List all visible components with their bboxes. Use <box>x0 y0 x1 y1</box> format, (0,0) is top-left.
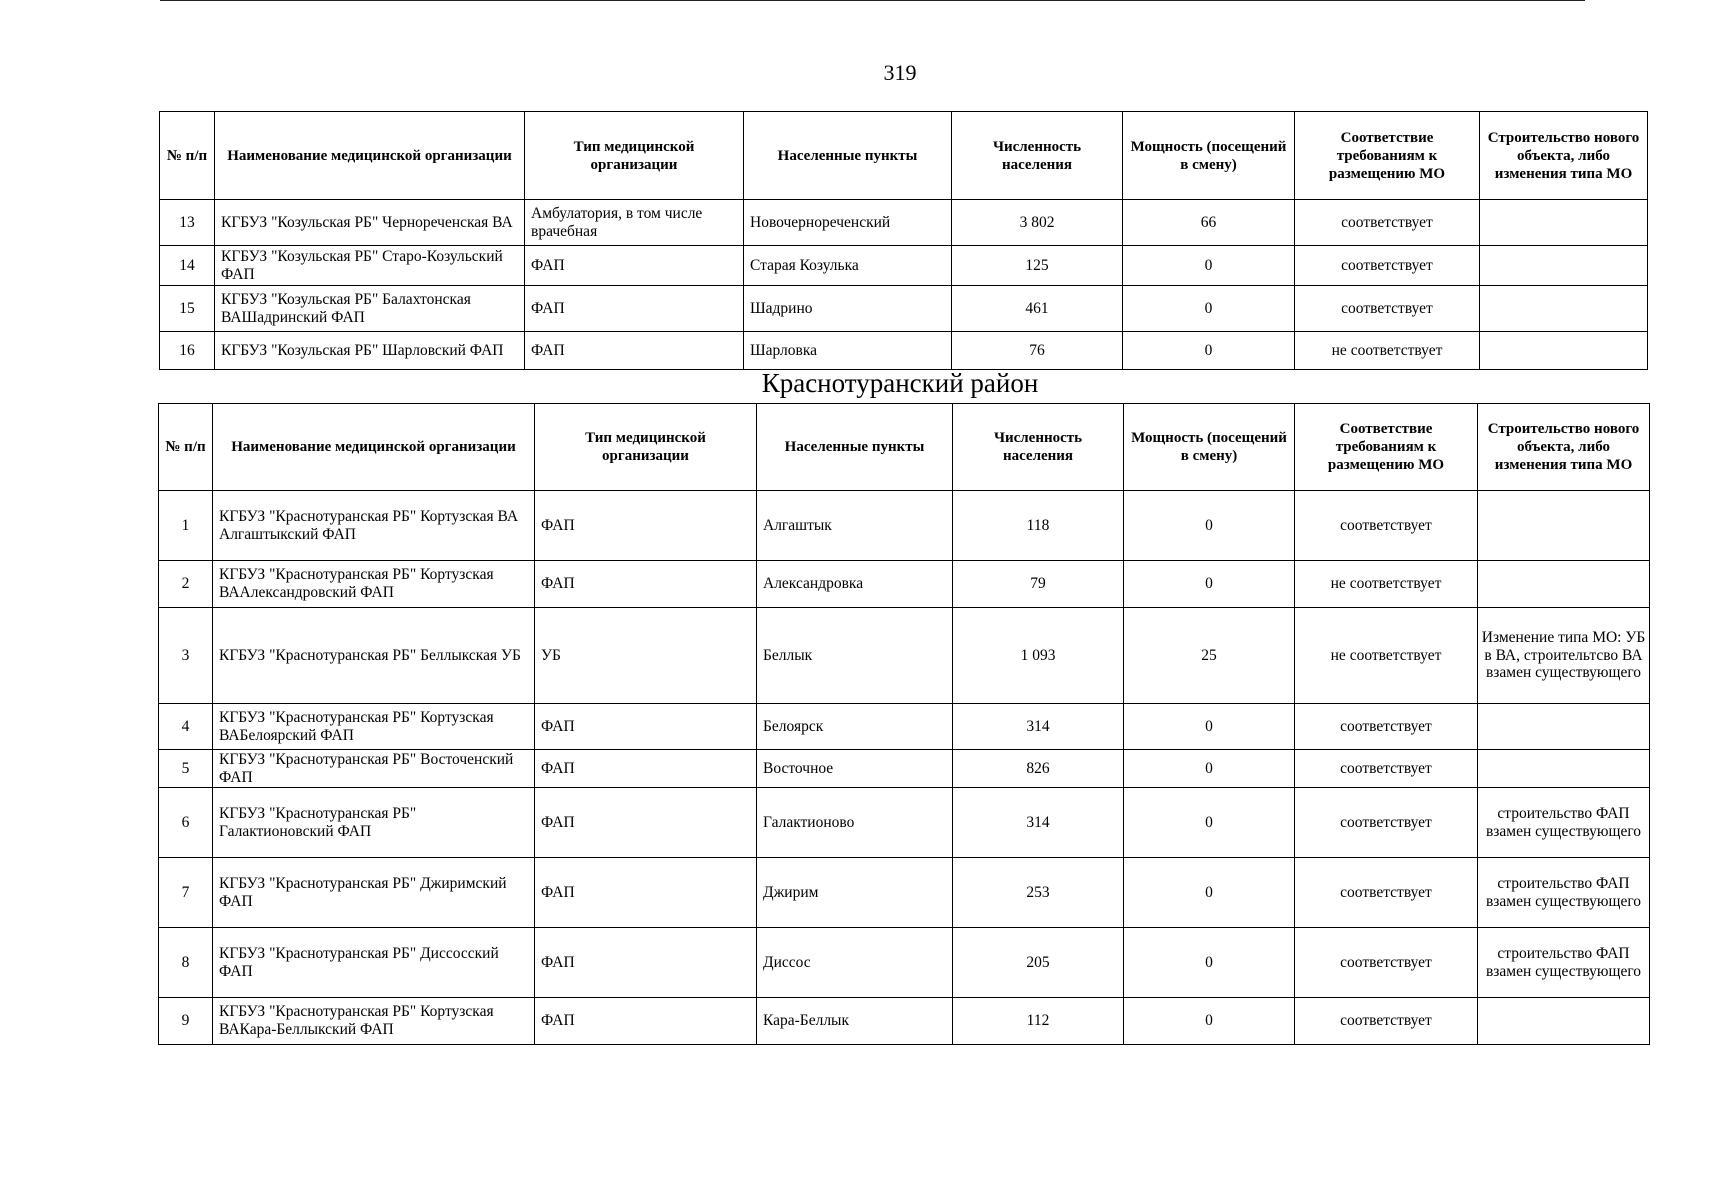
table-row <box>159 998 1650 1045</box>
table-header-row <box>160 112 1648 200</box>
cell-num: 2 <box>159 561 213 608</box>
cell-construction <box>1480 246 1648 286</box>
table-row <box>159 704 1650 750</box>
table-header-row <box>159 404 1650 491</box>
cell-compliance: соответствует <box>1295 286 1480 332</box>
cell-compliance: соответствует <box>1295 750 1478 788</box>
cell-settlement: Джирим <box>757 858 953 928</box>
cell-settlement: Шадрино <box>744 286 952 332</box>
cell-compliance: соответствует <box>1295 788 1478 858</box>
cell-type: ФАП <box>535 858 757 928</box>
cell-type: Амбулатория, в том числе врачебная <box>525 200 744 246</box>
cell-compliance: не соответствует <box>1295 332 1480 370</box>
cell-name: КГБУЗ "Краснотуранская РБ" Беллыкская УБ <box>213 608 535 704</box>
cell-settlement: Александровка <box>757 561 953 608</box>
cell-construction <box>1478 704 1650 750</box>
cell-type: УБ <box>535 608 757 704</box>
cell-type: ФАП <box>535 704 757 750</box>
cell-name: КГБУЗ "Краснотуранская РБ" Кортузская ВААлександровский ФАП <box>213 561 535 608</box>
cell-construction <box>1480 332 1648 370</box>
cell-construction: строительство ФАП взамен существующего <box>1478 788 1650 858</box>
cell-num: 8 <box>159 928 213 998</box>
header-population: Численность населения <box>953 404 1124 491</box>
header-num: № п/п <box>160 112 215 200</box>
cell-capacity: 0 <box>1123 286 1295 332</box>
cell-compliance: соответствует <box>1295 200 1480 246</box>
table-row <box>160 200 1648 246</box>
cell-population: 314 <box>953 704 1124 750</box>
table-row <box>159 858 1650 928</box>
cell-compliance: соответствует <box>1295 858 1478 928</box>
cell-construction <box>1478 491 1650 561</box>
header-type: Тип медицинской организации <box>525 112 744 200</box>
cell-capacity: 0 <box>1124 561 1295 608</box>
cell-num: 7 <box>159 858 213 928</box>
cell-name: КГБУЗ "Краснотуранская РБ" Кортузская ВАКара-Беллыкский ФАП <box>213 998 535 1045</box>
header-compliance: Соответствие требованиям к размещению МО <box>1295 404 1478 491</box>
cell-compliance: не соответствует <box>1295 561 1478 608</box>
cell-settlement: Старая Козулька <box>744 246 952 286</box>
cell-type: ФАП <box>535 928 757 998</box>
cell-type: ФАП <box>525 246 744 286</box>
page-number: 319 <box>883 60 917 85</box>
cell-capacity: 0 <box>1124 928 1295 998</box>
cell-population: 826 <box>953 750 1124 788</box>
header-capacity: Мощность (посещений в смену) <box>1123 112 1295 200</box>
header-num: № п/п <box>159 404 213 491</box>
cell-construction <box>1478 750 1650 788</box>
cell-capacity: 0 <box>1123 246 1295 286</box>
cell-num: 4 <box>159 704 213 750</box>
cell-population: 79 <box>953 561 1124 608</box>
cell-settlement: Белоярск <box>757 704 953 750</box>
cell-type: ФАП <box>535 491 757 561</box>
table-row <box>159 608 1650 704</box>
header-population: Численность населения <box>952 112 1123 200</box>
cell-capacity: 0 <box>1124 858 1295 928</box>
cell-population: 1 093 <box>953 608 1124 704</box>
cell-construction <box>1478 561 1650 608</box>
cell-name: КГБУЗ "Козульская РБ" Балахтонская ВАШадринский ФАП <box>215 286 525 332</box>
cell-name: КГБУЗ "Краснотуранская РБ" Диссосский ФАП <box>213 928 535 998</box>
table-krasnoturansky <box>158 403 1650 1045</box>
table-row <box>160 246 1648 286</box>
cell-capacity: 0 <box>1124 788 1295 858</box>
table-row <box>159 491 1650 561</box>
cell-capacity: 0 <box>1124 998 1295 1045</box>
header-construction: Строительство нового объекта, либо изменения типа МО <box>1480 112 1648 200</box>
cell-construction: Изменение типа МО: УБ в ВА, строительтсво ВА взамен существующего <box>1478 608 1650 704</box>
table-kozulsky <box>159 111 1648 370</box>
table-row <box>159 561 1650 608</box>
cell-num: 1 <box>159 491 213 561</box>
cell-settlement: Алгаштык <box>757 491 953 561</box>
cell-population: 461 <box>952 286 1123 332</box>
cell-construction: строительство ФАП взамен существующего <box>1478 928 1650 998</box>
cell-capacity: 66 <box>1123 200 1295 246</box>
cell-settlement: Беллык <box>757 608 953 704</box>
cell-settlement: Галактионово <box>757 788 953 858</box>
cell-construction <box>1478 998 1650 1045</box>
cell-num: 6 <box>159 788 213 858</box>
table-row <box>159 750 1650 788</box>
cell-settlement: Шарловка <box>744 332 952 370</box>
cell-settlement: Кара-Беллык <box>757 998 953 1045</box>
cell-name: КГБУЗ "Краснотуранская РБ" Джиримский ФАП <box>213 858 535 928</box>
cell-num: 14 <box>160 246 215 286</box>
section-title: Краснотуранский район <box>761 368 1039 398</box>
table-row <box>159 788 1650 858</box>
cell-settlement: Восточное <box>757 750 953 788</box>
cell-construction: строительство ФАП взамен существующего <box>1478 858 1650 928</box>
header-type: Тип медицинской организации <box>535 404 757 491</box>
cell-construction <box>1480 200 1648 246</box>
cell-population: 205 <box>953 928 1124 998</box>
cell-num: 5 <box>159 750 213 788</box>
cell-compliance: соответствует <box>1295 928 1478 998</box>
cell-name: КГБУЗ "Краснотуранская РБ" Кортузская ВА Алгаштыкский ФАП <box>213 491 535 561</box>
cell-compliance: соответствует <box>1295 491 1478 561</box>
cell-capacity: 0 <box>1124 704 1295 750</box>
header-construction: Строительство нового объекта, либо изменения типа МО <box>1478 404 1650 491</box>
page-top-rule <box>160 0 1585 1</box>
cell-population: 125 <box>952 246 1123 286</box>
cell-capacity: 25 <box>1124 608 1295 704</box>
cell-capacity: 0 <box>1124 491 1295 561</box>
cell-population: 3 802 <box>952 200 1123 246</box>
cell-num: 3 <box>159 608 213 704</box>
cell-type: ФАП <box>535 561 757 608</box>
cell-compliance: не соответствует <box>1295 608 1478 704</box>
cell-type: ФАП <box>535 788 757 858</box>
cell-name: КГБУЗ "Краснотуранская РБ" Восточенский ФАП <box>213 750 535 788</box>
table-row <box>160 332 1648 370</box>
cell-type: ФАП <box>525 332 744 370</box>
cell-num: 16 <box>160 332 215 370</box>
table-row <box>160 286 1648 332</box>
cell-capacity: 0 <box>1123 332 1295 370</box>
cell-name: КГБУЗ "Козульская РБ" Старо-Козульский ФАП <box>215 246 525 286</box>
cell-compliance: соответствует <box>1295 998 1478 1045</box>
cell-num: 13 <box>160 200 215 246</box>
cell-name: КГБУЗ "Краснотуранская РБ" Кортузская ВАБелоярский ФАП <box>213 704 535 750</box>
cell-num: 15 <box>160 286 215 332</box>
header-compliance: Соответствие требованиям к размещению МО <box>1295 112 1480 200</box>
cell-name: КГБУЗ "Козульская РБ" Чернореченская ВА <box>215 200 525 246</box>
header-settlements: Населенные пункты <box>744 112 952 200</box>
cell-population: 118 <box>953 491 1124 561</box>
header-name: Наименование медицинской организации <box>215 112 525 200</box>
cell-settlement: Новочернореченский <box>744 200 952 246</box>
cell-type: ФАП <box>535 750 757 788</box>
header-name: Наименование медицинской организации <box>213 404 535 491</box>
cell-type: ФАП <box>535 998 757 1045</box>
header-capacity: Мощность (посещений в смену) <box>1124 404 1295 491</box>
cell-population: 76 <box>952 332 1123 370</box>
cell-population: 253 <box>953 858 1124 928</box>
cell-settlement: Диссос <box>757 928 953 998</box>
cell-construction <box>1480 286 1648 332</box>
table-row <box>159 928 1650 998</box>
cell-num: 9 <box>159 998 213 1045</box>
cell-compliance: соответствует <box>1295 704 1478 750</box>
cell-compliance: соответствует <box>1295 246 1480 286</box>
cell-name: КГБУЗ "Краснотуранская РБ" Галактионовский ФАП <box>213 788 535 858</box>
header-settlements: Населенные пункты <box>757 404 953 491</box>
cell-name: КГБУЗ "Козульская РБ" Шарловский ФАП <box>215 332 525 370</box>
cell-population: 112 <box>953 998 1124 1045</box>
cell-type: ФАП <box>525 286 744 332</box>
cell-population: 314 <box>953 788 1124 858</box>
cell-capacity: 0 <box>1124 750 1295 788</box>
